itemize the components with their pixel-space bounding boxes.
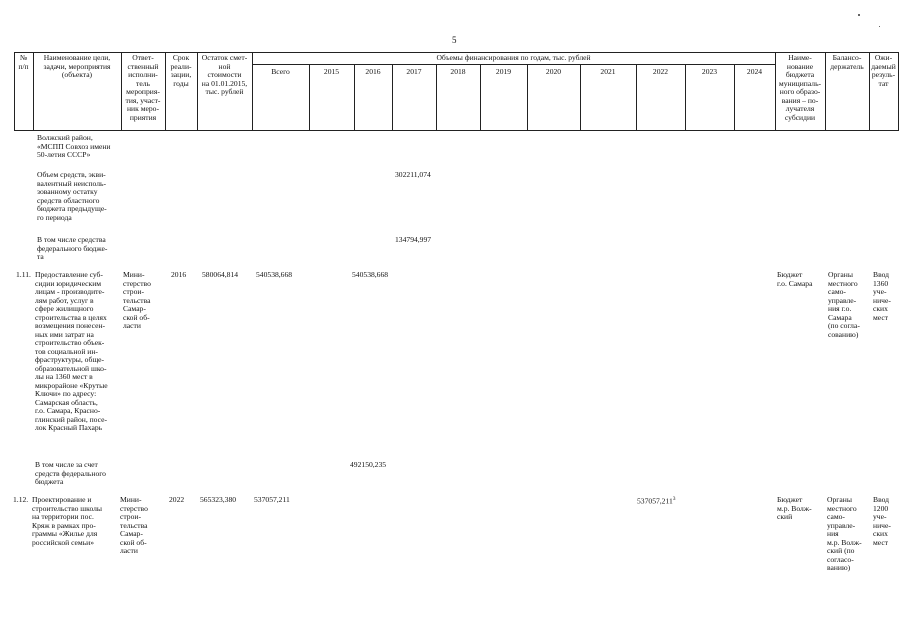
cell-2017: 302211,074: [395, 170, 431, 179]
header-year: 2020: [545, 67, 562, 76]
header-year: 2024: [746, 67, 763, 76]
header-year: 2015: [323, 67, 340, 76]
header-holder: Балансо- держатель: [830, 53, 864, 71]
cell-2022: [637, 496, 676, 506]
row-expected: Ввод 1200 уче- ниче- ских мест: [873, 495, 891, 547]
header-year: 2023: [701, 67, 718, 76]
header-year: 2016: [365, 67, 381, 76]
row-holder: Органы местного само- управле- ния г.о. Самара (по согла- сованию): [828, 270, 860, 339]
header-balance-cost: Остаток смет- ной стоимости на 01.01.2015, тыс. рублей: [201, 53, 248, 96]
header-term: Срок реали- зации, годы: [170, 53, 192, 88]
cell-2022-value: 537057,211: [637, 496, 673, 506]
cell-2016: 540538,668: [352, 270, 389, 279]
row-holder: Органы местного само- управле- ния м.р. Волж- ский (по согласо- ванию): [827, 495, 862, 572]
scan-speck: [879, 26, 880, 27]
header-expected: Ожи- даемый резуль- тат: [871, 53, 896, 88]
row-budget: Бюджет м.р. Волж- ский: [777, 495, 812, 521]
row-label: В том числе средства федерального бюдже- та: [37, 235, 108, 261]
row-object-name: Волжский район, «МСПП Совхоз имени 50-летия СССР»: [37, 133, 111, 159]
header-year: 2017: [406, 67, 422, 76]
row-balance: 580064,814: [202, 270, 239, 279]
row-responsible: Мини- стерство строи- тельства Самар- ской об- ласти: [123, 270, 151, 330]
row-label: В том числе за счет средств федерального бюджета: [35, 460, 106, 486]
row-responsible: Мини- стерство строи- тельства Самар- ской об- ласти: [120, 495, 148, 555]
cell-2017: 134794,997: [395, 235, 432, 244]
row-expected: Ввод 1360 уче- ниче- ских мест: [873, 270, 891, 322]
row-number: 1.11.: [16, 270, 31, 279]
header-year: 2019: [495, 67, 512, 76]
scan-speck: [858, 14, 860, 16]
row-balance: 565323,380: [200, 495, 237, 504]
header-year: 2021: [600, 67, 616, 76]
header-year: 2018: [450, 67, 466, 76]
row-total: 540538,668: [256, 270, 293, 279]
row-number: 1.12.: [13, 495, 29, 504]
header-responsible: Ответ- ственный исполни- тель мероприя- тия, участ- ник меро- приятия: [125, 53, 161, 122]
row-total: 537057,211: [254, 495, 290, 504]
header-year: 2022: [652, 67, 669, 76]
row-label: Объем средств, экви- валентный неисполь- зованному остатку средств областного бюджета предыдуще- го периода: [37, 170, 107, 222]
row-budget: Бюджет г.о. Самара: [777, 270, 813, 288]
row-term: 2022: [169, 495, 185, 504]
header-total: Всего: [271, 67, 290, 76]
header-funding: Объемы финансирования по годам, тыс. рублей: [436, 53, 591, 62]
row-term: 2016: [171, 270, 187, 279]
header-budget-name: Наиме- нование бюджета муниципаль- ного образо- вания – по- лучателя субсидии: [778, 53, 822, 122]
page-number: 5: [452, 35, 457, 45]
row-name: Проектирование и строительство школы на территории пос. Кряж в рамках про- граммы «Жилье для российской семьи»: [32, 495, 103, 547]
header-name: Наименование цели, задачи, мероприятия (объекта): [43, 53, 111, 79]
footnote-mark: 3: [672, 496, 676, 502]
cell-2016: 492150,235: [350, 460, 387, 469]
row-name: Предоставление суб- сидии юридическим лицам - производите- лям работ, услуг в сфере жилищного строительства в целях возмещения понесен- ных ими затрат на строительство объек- тов социальной ин- фраструктуры, обще- образовательной шко- лы на 1360 мест в микрорайоне «Крутые Ключи» по адресу: Самарская область, г.о. Самара, Красно- глинский район, посе- лок Красный Пахарь: [35, 270, 108, 432]
header-num: № п/п: [18, 53, 29, 71]
